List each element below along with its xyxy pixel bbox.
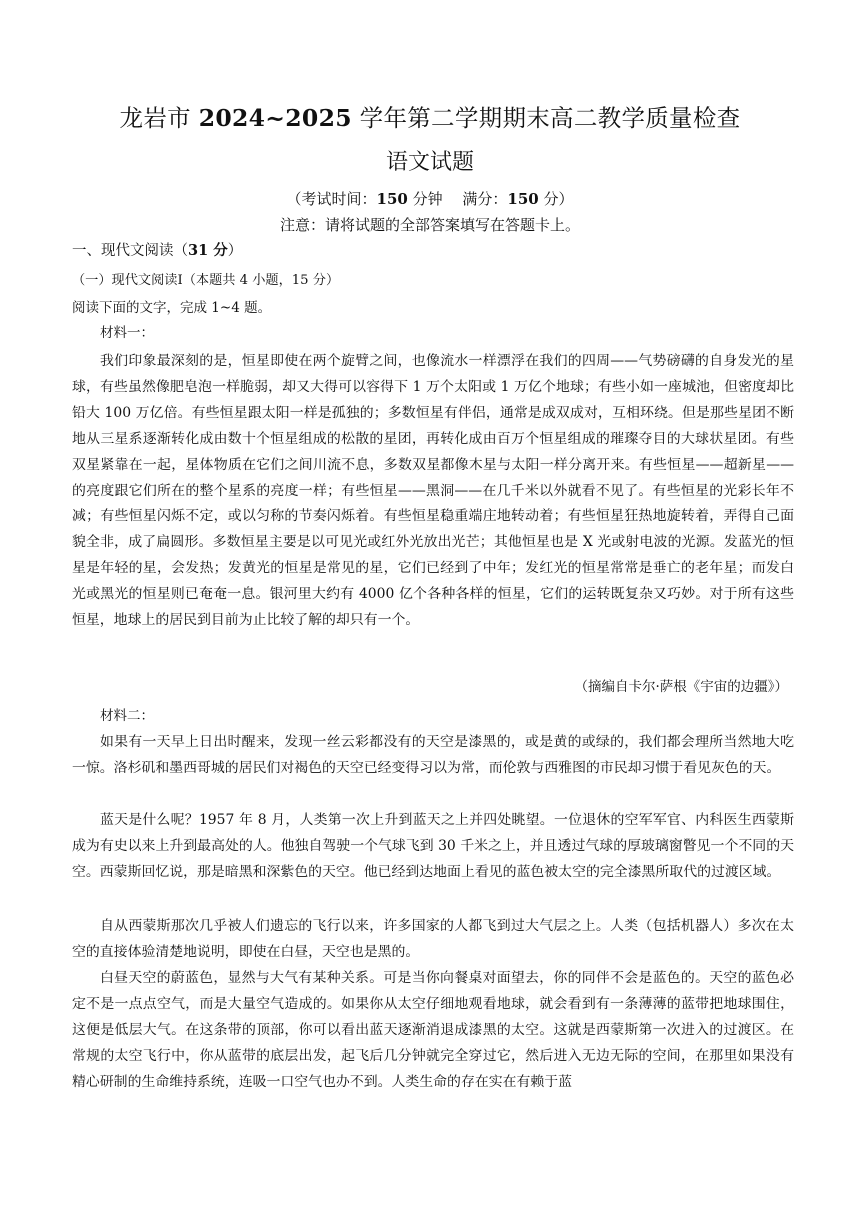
title-suffix: 学年第二学期期末高二教学质量检查 [351,104,741,132]
exam-time-value: 150 [376,190,408,208]
material-2-paragraph-3: 自从西蒙斯那次几乎被人们遗忘的飞行以来，许多国家的人都飞到过大气层之上。人类（包括机器人）多次在太空的直接体验清楚地说明，即使在白昼，天空也是黑的。 [72,918,794,960]
exam-notice: 注意：请将试题的全部答案填写在答题卡上。 [279,216,580,234]
section-heading-score: 31 分 [188,242,228,259]
title-prefix: 龙岩市 [119,104,199,132]
section-heading-prefix: 一、现代文阅读（ [72,243,188,259]
material-2-paragraph-1: 如果有一天早上日出时醒来，发现一丝云彩都没有的天空是漆黑的，或是黄的或绿的，我们都会理所当然地大吃一惊。洛杉矶和墨西哥城的居民们对褐色的天空已经变得习以为常，而伦敦与西雅图的市民却习惯于看见灰色的天。 [72,734,794,776]
title-years: 2024~2025 [198,104,352,132]
full-score-unit: 分） [538,190,574,208]
section-heading-suffix: ） [227,243,243,259]
material-1-source: （摘编自卡尔·萨根《宇宙的边疆》） [574,679,788,695]
section-heading [72,241,242,261]
exam-subtitle: 语文试题 [385,150,474,175]
exam-title [0,101,860,135]
full-score-value: 150 [507,190,539,208]
material-2-paragraph-2: 蓝天是什么呢？1957 年 8 月，人类第一次上升到蓝天之上并四处眺望。一位退休的空军军官、内科医生西蒙斯成为有史以来上升到最高处的人。他独自驾驶一个气球飞到 30 千米之上，并且透过气球的厚玻璃窗瞥见一个不同的天空。西蒙斯回忆说，那是暗黑和深紫色的天空。他已经到达地面上看见的蓝色被太空的完全漆黑所取代的过渡区域。 [72,812,794,880]
material-1-label: 材料一： [100,325,154,341]
exam-time-unit: 分钟 满分： [407,190,508,208]
sub-section-heading: （一）现代文阅读Ⅰ（本题共 4 小题，15 分） [72,273,340,288]
material-2-label: 材料二： [100,708,154,724]
exam-info [0,188,860,210]
exam-time-label: （考试时间： [286,190,377,208]
reading-instruction: 阅读下面的文字，完成 1~4 题。 [72,300,272,316]
material-1-paragraph: 我们印象最深刻的是，恒星即使在两个旋臂之间，也像流水一样漂浮在我们的四周——气势磅礴的自身发光的星球，有些虽然像肥皂泡一样脆弱，却又大得可以容得下 1 万个太阳或 1 万亿个地球；有些小如一座城池，但密度却比铅大 100 万亿倍。有些恒星跟太阳一样是孤独的；多数恒星有伴侣，通常是成双成对，互相环绕。但是那些星团不断地从三星系逐渐转化成由数十个恒星组成的松散的星团，再转化成由百万个恒星组成的璀璨夺目的大球状星团。有些双星紧靠在一起，星体物质在它们之间川流不息，多数双星都像木星与太阳一样分离开来。有些恒星——超新星——的亮度跟它们所在的整个星系的亮度一样；有些恒星——黑洞——在几千米以外就看不见了。有些恒星的光彩长年不减；有些恒星闪烁不定，或以匀称的节奏闪烁着。有些恒星稳重端庄地转动着；有些恒星狂热地旋转着，弄得自己面貌全非，成了扁圆形。多数恒星主要是以可见光或红外光放出光芒；其他恒星也是 X 光或射电波的光源。发蓝光的恒星是年轻的星，会发热；发黄光的恒星是常见的星，它们已经到了中年；发红光的恒星常常是垂亡的老年星；而发白光或黑光的恒星则已奄奄一息。银河里大约有 4000 亿个各种各样的恒星，它们的运转既复杂又巧妙。对于所有这些恒星，地球上的居民到目前为止比较了解的却只有一个。 [72,353,794,629]
material-2-paragraph-4: 白昼天空的蔚蓝色，显然与大气有某种关系。可是当你向餐桌对面望去，你的同伴不会是蓝色的。天空的蓝色必定不是一点点空气，而是大量空气造成的。如果你从太空仔细地观看地球，就会看到有一条薄薄的蓝带把地球围住，这便是低层大气。在这条带的顶部，你可以看出蓝天逐渐消退成漆黑的太空。这就是西蒙斯第一次进入的过渡区。在常规的太空飞行中，你从蓝带的底层出发，起飞后几分钟就完全穿过它，然后进入无边无际的空间，在那里如果没有精心研制的生命维持系统，连吸一口空气也办不到。人类生命的存在实在有赖于蓝 [72,970,794,1090]
